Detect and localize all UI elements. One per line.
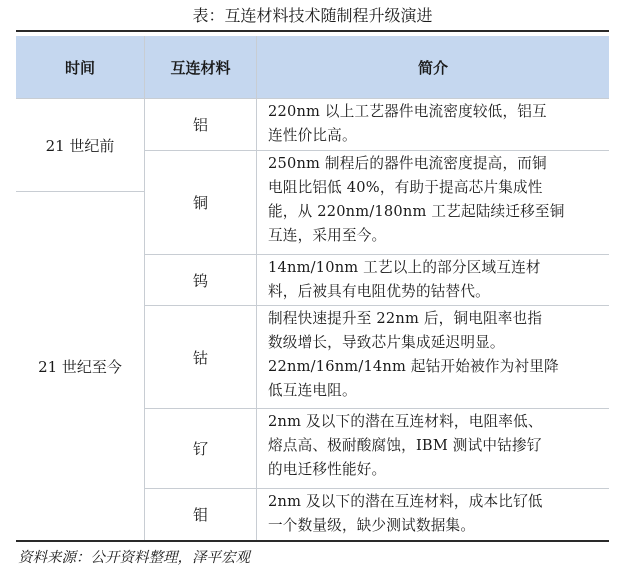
era-cell-before-21c: 21 世纪前 <box>45 136 115 155</box>
desc-line: 能，从 220nm/180nm 工艺起陆续迁移至铜 <box>268 203 565 220</box>
era-cell-21c-present: 21 世纪至今 <box>38 357 122 376</box>
bottom-rule <box>16 540 609 542</box>
desc-line: 250nm 制程后的器件电流密度提高，而铜 <box>268 155 547 172</box>
desc-line: 220nm 以上工艺器件电流密度较低，铝互 <box>268 103 547 120</box>
desc-line: 制程快速提升至 22nm 后，铜电阻率也指 <box>268 310 543 327</box>
header-time: 时间 <box>16 36 144 98</box>
desc-cell-molybdenum <box>268 490 602 538</box>
desc-cell-aluminum <box>268 100 602 148</box>
desc-cell-tungsten <box>268 256 602 304</box>
desc-line: 数级增长，导致芯片集成延迟明显。 <box>268 334 505 351</box>
desc-line: 22nm/16nm/14nm 起钴开始被作为衬里降 <box>268 358 559 375</box>
material-cell-tungsten: 钨 <box>192 271 208 290</box>
desc-line: 14nm/10nm 工艺以上的部分区域互连材 <box>268 259 541 276</box>
desc-line: 连性价比高。 <box>268 127 357 144</box>
desc-cell-cobalt <box>268 307 602 403</box>
desc-line: 电阻比铝低 40%，有助于提高芯片集成性 <box>268 179 543 196</box>
table-title: 表：互连材料技术随制程升级演进 <box>192 6 433 25</box>
desc-line: 2nm 及以下的潜在互连材料，电阻率低、 <box>268 413 543 430</box>
desc-line: 的电迁移性能好。 <box>268 461 387 478</box>
desc-line: 低互连电阻。 <box>268 382 357 399</box>
material-cell-molybdenum: 钼 <box>192 506 208 524</box>
material-cell-ruthenium: 钌 <box>192 440 208 458</box>
desc-line: 一个数量级，缺少测试数据集。 <box>268 517 476 534</box>
header-material: 互连材料 <box>145 36 256 98</box>
desc-line: 熔点高、极耐酸腐蚀，IBM 测试中钴掺钌 <box>268 437 542 454</box>
top-rule <box>16 30 609 32</box>
desc-line: 料，后被具有电阻优势的钴替代。 <box>268 283 490 300</box>
material-cell-cobalt: 钴 <box>192 348 208 367</box>
desc-line: 2nm 及以下的潜在互连材料，成本比钌低 <box>268 493 543 510</box>
material-cell-aluminum: 铝 <box>192 116 208 134</box>
desc-cell-copper <box>268 152 602 248</box>
header-intro: 简介 <box>257 36 609 98</box>
desc-line: 互连，采用至今。 <box>268 227 387 244</box>
desc-cell-ruthenium <box>268 410 602 482</box>
grid-vline-2 <box>256 36 257 540</box>
material-cell-copper: 铜 <box>192 194 208 212</box>
source-note: 资料来源：公开资料整理，泽平宏观 <box>18 550 250 566</box>
